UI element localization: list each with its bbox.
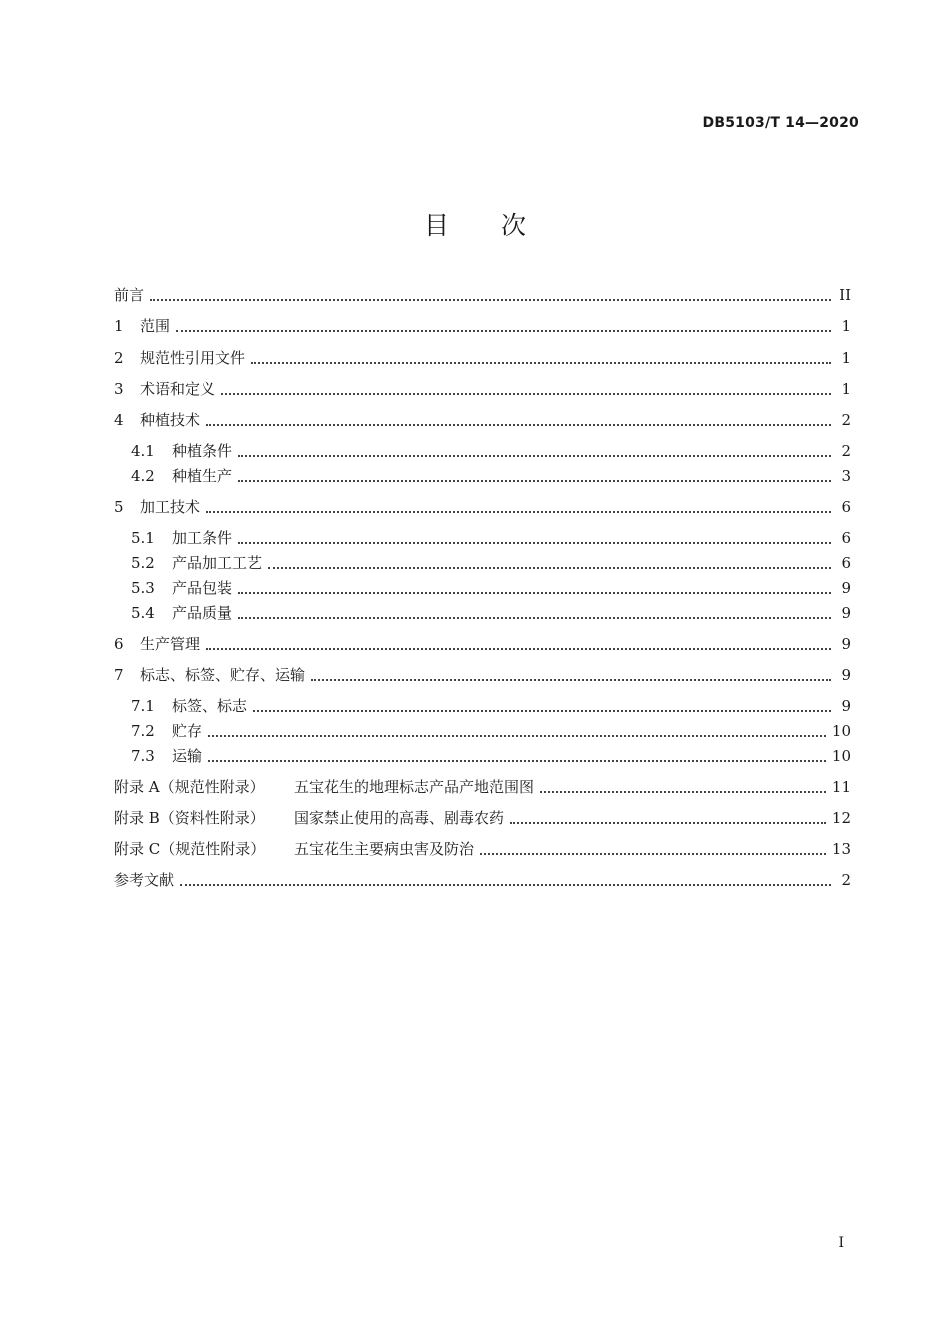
toc-dot-leader: [238, 592, 831, 594]
toc-entry-page: 9: [841, 635, 851, 653]
toc-entry-number: 5.1: [131, 529, 155, 547]
toc-dot-leader: [253, 710, 831, 712]
toc-entry-number: 2: [114, 349, 124, 367]
toc-entry[interactable]: [114, 379, 851, 399]
toc-entry-number: 6: [114, 635, 124, 653]
toc-entry-title: 标签、标志: [172, 697, 248, 715]
toc-entry-page: 1: [841, 380, 851, 398]
toc-entry-page: 9: [841, 697, 851, 715]
toc-entry[interactable]: [114, 808, 851, 828]
toc-entry[interactable]: [131, 528, 851, 548]
toc-entry-page: 10: [831, 722, 851, 740]
toc-entry[interactable]: [114, 870, 851, 890]
toc-entry[interactable]: [114, 777, 851, 797]
toc-entry-number: 7: [114, 666, 124, 684]
toc-entry[interactable]: [114, 410, 851, 430]
toc-entry-number: 3: [114, 380, 124, 398]
toc-entry-title: 产品质量: [172, 604, 233, 622]
toc-entry-page: 12: [831, 809, 851, 827]
toc-entry-number: 7.3: [131, 747, 155, 765]
document-code: DB5103/T 14—2020: [702, 115, 859, 131]
toc-entry-page: 9: [841, 604, 851, 622]
toc-entry-title: 五宝花生的地理标志产品产地范围图: [294, 778, 535, 796]
toc-dot-leader: [208, 760, 826, 762]
toc-entry-title: 产品包装: [172, 579, 233, 597]
toc-entry-title: 加工技术: [140, 498, 201, 516]
toc-entry-title: 前言: [114, 286, 145, 304]
toc-entry-page: 6: [841, 554, 851, 572]
toc-entry-page: 3: [841, 467, 851, 485]
toc-dot-leader: [206, 424, 831, 426]
toc-entry-page: 2: [841, 442, 851, 460]
toc-entry[interactable]: [131, 696, 851, 716]
toc-entry-number: 附录 B（资料性附录）: [114, 809, 265, 827]
toc-entry[interactable]: [114, 839, 851, 859]
toc-entry[interactable]: [114, 285, 851, 305]
toc-entry-number: 附录 A（规范性附录）: [114, 778, 265, 796]
toc-dot-leader: [221, 393, 831, 395]
toc-entry-title: 范围: [140, 317, 171, 335]
toc-entry[interactable]: [131, 466, 851, 486]
toc-entry-title: 种植条件: [172, 442, 233, 460]
toc-entry-number: 7.1: [131, 697, 155, 715]
toc-entry[interactable]: [114, 348, 851, 368]
toc-dot-leader: [480, 853, 826, 855]
toc-dot-leader: [268, 567, 831, 569]
toc-dot-leader: [238, 480, 831, 482]
toc-entry[interactable]: [131, 553, 851, 573]
toc-entry-title: 标志、标签、贮存、运输: [140, 666, 306, 684]
toc-dot-leader: [238, 617, 831, 619]
toc-entry-title: 术语和定义: [140, 380, 216, 398]
page-number: I: [838, 1235, 844, 1251]
toc-entry[interactable]: [114, 665, 851, 685]
toc-entry-title: 贮存: [172, 722, 203, 740]
toc-dot-leader: [510, 822, 826, 824]
toc-entry-page: 6: [841, 498, 851, 516]
toc-entry-number: 5: [114, 498, 124, 516]
toc-entry-number: 7.2: [131, 722, 155, 740]
toc-dot-leader: [206, 648, 831, 650]
toc-entry-page: 9: [841, 579, 851, 597]
toc-entry-number: 4: [114, 411, 124, 429]
toc-entry-title: 规范性引用文件: [140, 349, 246, 367]
toc-dot-leader: [238, 455, 831, 457]
toc-entry-page: 2: [841, 871, 851, 889]
toc-entry[interactable]: [131, 578, 851, 598]
toc-entry-number: 附录 C（规范性附录）: [114, 840, 266, 858]
toc-entry[interactable]: [131, 441, 851, 461]
toc-entry-page: 10: [831, 747, 851, 765]
toc-entry-page: 1: [841, 349, 851, 367]
toc-entry-title: 种植生产: [172, 467, 233, 485]
toc-entry-title: 参考文献: [114, 871, 175, 889]
toc-entry[interactable]: [131, 746, 851, 766]
toc-entry-title: 种植技术: [140, 411, 201, 429]
toc-entry-number: 5.3: [131, 579, 155, 597]
toc-entry-number: 1: [114, 317, 124, 335]
page-title: 目 次: [424, 211, 548, 240]
toc-entry[interactable]: [131, 603, 851, 623]
toc-entry-page: 2: [841, 411, 851, 429]
toc-dot-leader: [180, 884, 831, 886]
toc-dot-leader: [150, 299, 831, 301]
toc-entry[interactable]: [114, 316, 851, 336]
toc-entry-page: 13: [831, 840, 851, 858]
toc-entry-title: 运输: [172, 747, 203, 765]
toc-entry-title: 加工条件: [172, 529, 233, 547]
toc-entry[interactable]: [114, 634, 851, 654]
toc-entry-page: 6: [841, 529, 851, 547]
toc-dot-leader: [176, 330, 831, 332]
toc-dot-leader: [206, 511, 831, 513]
toc-entry-page: 11: [831, 778, 851, 796]
toc-entry[interactable]: [114, 497, 851, 517]
toc-entry-title: 生产管理: [140, 635, 201, 653]
toc-entry-page: 9: [841, 666, 851, 684]
toc-dot-leader: [540, 791, 826, 793]
toc-dot-leader: [311, 679, 831, 681]
toc-entry-page: II: [839, 286, 851, 304]
toc-entry-number: 4.2: [131, 467, 155, 485]
toc-entry[interactable]: [131, 721, 851, 741]
toc-entry-title: 五宝花生主要病虫害及防治: [294, 840, 475, 858]
toc-entry-number: 4.1: [131, 442, 155, 460]
toc-dot-leader: [208, 735, 826, 737]
toc-entry-number: 5.2: [131, 554, 155, 572]
toc-dot-leader: [251, 362, 831, 364]
toc-entry-page: 1: [841, 317, 851, 335]
toc-entry-number: 5.4: [131, 604, 155, 622]
toc-dot-leader: [238, 542, 831, 544]
toc-entry-title: 国家禁止使用的高毒、剧毒农药: [294, 809, 505, 827]
toc-entry-title: 产品加工工艺: [172, 554, 263, 572]
